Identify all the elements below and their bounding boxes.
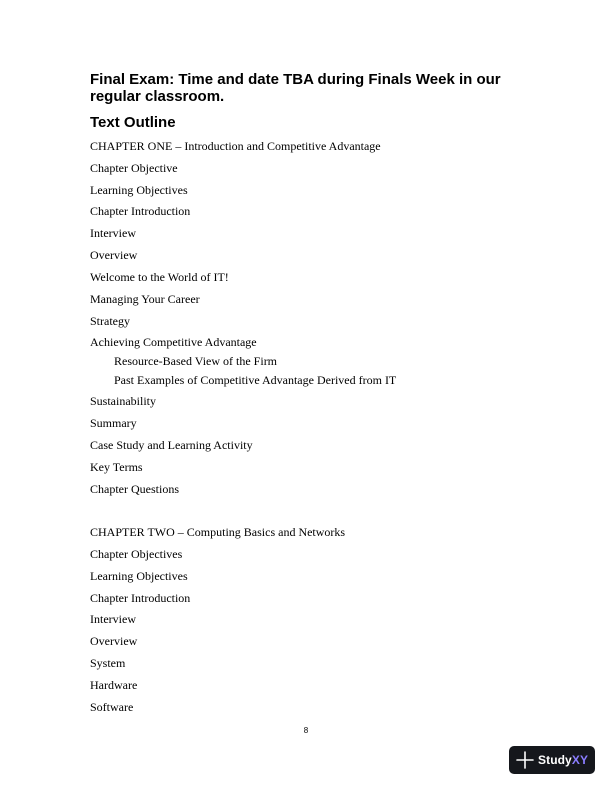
outline-item: Hardware [90, 678, 138, 692]
studyxy-watermark[interactable] [509, 746, 595, 774]
page-number: 8 [303, 726, 309, 735]
outline-item: Chapter Objectives [90, 547, 183, 561]
outline-item: Strategy [90, 314, 130, 328]
outline-item: Chapter Questions [90, 482, 179, 496]
outline-item: Welcome to the World of IT! [90, 270, 229, 284]
outline-item: Learning Objectives [90, 183, 188, 197]
outline-item: Learning Objectives [90, 569, 188, 583]
section-title: Text Outline [90, 114, 176, 131]
outline-item: Managing Your Career [90, 292, 200, 306]
outline-item: System [90, 656, 126, 670]
plus-sparkle-icon [516, 751, 534, 769]
outline-item: Chapter Introduction [90, 204, 191, 218]
outline-item: Interview [90, 612, 136, 626]
outline-item: Achieving Competitive Advantage [90, 335, 257, 349]
chapter-two-title: CHAPTER TWO – Computing Basics and Networks [90, 525, 346, 539]
outline-item: Software [90, 700, 134, 714]
outline-item: Sustainability [90, 394, 156, 408]
outline-sub-item: Resource-Based View of the Firm [114, 354, 278, 368]
outline-item: Summary [90, 416, 137, 430]
outline-item: Chapter Objective [90, 161, 178, 175]
outline-sub-item: Past Examples of Competitive Advantage Derived from IT [114, 373, 397, 387]
outline-item: Case Study and Learning Activity [90, 438, 253, 452]
brand-main: Study [538, 753, 572, 767]
outline-item: Overview [90, 248, 138, 262]
outline-item: Chapter Introduction [90, 591, 191, 605]
final-exam-notice: Final Exam: Time and date TBA during Finals Week in our regular classroom. [90, 71, 501, 105]
outline-item: Interview [90, 226, 136, 240]
chapter-one-title: CHAPTER ONE – Introduction and Competitive Advantage [90, 139, 381, 153]
studyxy-logo-text [538, 753, 588, 767]
outline-item: Overview [90, 634, 138, 648]
brand-accent: XY [571, 753, 589, 767]
outline-item: Key Terms [90, 460, 143, 474]
